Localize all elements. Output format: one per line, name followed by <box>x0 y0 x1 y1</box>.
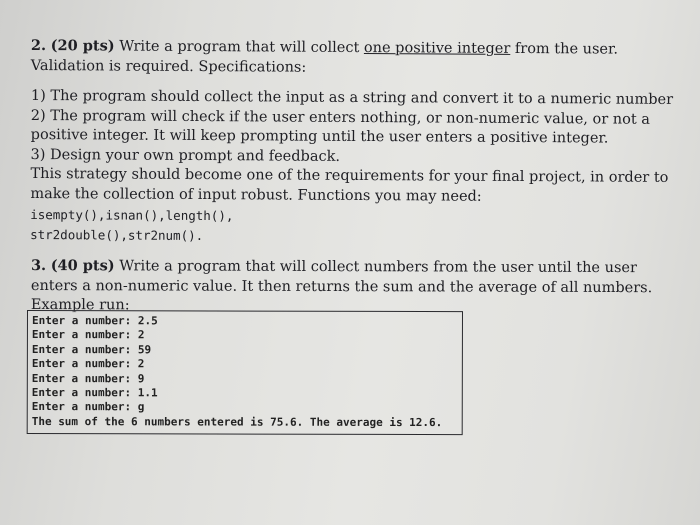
question-3 <box>31 256 681 318</box>
example-run-result: The sum of the 6 numbers entered is 75.6. The average is 12.6. <box>31 414 443 429</box>
example-run-line: Enter a number: 9 <box>31 371 145 385</box>
question-3-points: (40 pts) <box>50 257 115 275</box>
question-3-body: Write a program that will collect numbers from the user until the user enters a non-numeric value. It then returns the sum and the average of all numbers. Example run: <box>30 258 653 314</box>
example-run-line: Enter a number: 1.1 <box>31 386 158 400</box>
spec-item-1: 1) The program should collect the input as a string and convert it to a numeric number <box>30 87 674 108</box>
functions-list-line-1: isempty(),isnan(),length(), <box>30 206 234 223</box>
question-2 <box>31 36 681 80</box>
question-3-number: 3. <box>30 257 47 275</box>
question-2-points: (20 pts) <box>50 37 115 55</box>
example-run-line: Enter a number: g <box>31 400 145 414</box>
example-run-line: Enter a number: 2.5 <box>31 314 158 328</box>
example-run-line: Enter a number: 2 <box>31 328 145 342</box>
question-2-intro-after: from the user. Validation is required. Specifications: <box>30 40 619 76</box>
spec-item-2: 2) The program will check if the user enters nothing, or non-numeric value, or not a positive integer. It will keep prompting until the user enters a positive integer. <box>30 107 651 147</box>
question-2-intro-underlined: one positive integer <box>363 40 511 57</box>
question-2-intro-before: Write a program that will collect <box>119 38 360 57</box>
spec-item-3: 3) Design your own prompt and feedback. <box>30 146 341 165</box>
question-2-intro <box>31 36 681 80</box>
example-run-line: Enter a number: 2 <box>31 357 145 371</box>
question-2-number: 2. <box>30 36 47 55</box>
strategy-text: This strategy should become one of the requirements for your final project, in order to make the collection of input robust. Functions you may need: <box>30 166 669 205</box>
strategy-paragraph <box>30 165 680 249</box>
question-2-specifications <box>30 87 681 250</box>
example-run-box <box>27 310 463 435</box>
question-3-text <box>31 256 681 318</box>
functions-list-line-2: str2double(),str2num(). <box>30 227 204 244</box>
example-run-line: Enter a number: 59 <box>31 342 152 357</box>
